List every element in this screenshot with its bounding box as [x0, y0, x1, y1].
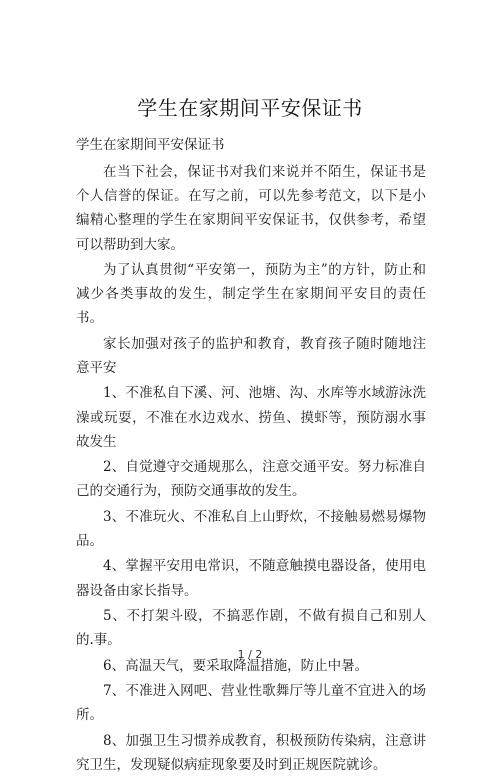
document-title: 学生在家期间平安保证书	[137, 96, 363, 120]
paragraph-purpose: 为了认真贯彻“平安第一，预防为主”的方针，防止和减少各类事故的发生，制定学生在家期间平安目的责任书。	[76, 262, 426, 327]
page-number: 1 / 2	[237, 648, 263, 661]
paragraph-guardian: 家长加强对孩子的监护和教育，教育孩子随时随地注意平安	[76, 335, 426, 376]
paragraph-item-8: 8、加强卫生习惯养成教育，积极预防传染病，注意讲究卫生，发现疑似病症现象要及时到正规医院就诊。	[76, 732, 426, 773]
paragraph-intro: 在当下社会，保证书对我们来说并不陌生，保证书是个人信誉的保证。在写之前，可以先参考范文，以下是小编精心整理的学生在家期间平安保证书，仅供参考，希望可以帮助到大家。	[76, 164, 426, 253]
paragraph-item-3: 3、不准玩火、不准私自上山野炊，不接触易燃易爆物品。	[76, 508, 426, 549]
paragraph-item-1: 1、不准私自下溪、河、池塘、沟、水库等水域游泳洗澡或玩耍，不准在水边戏水、捞鱼、摸虾等，预防溺水事故发生	[76, 385, 426, 450]
paragraph-item-2: 2、自觉遵守交通规那么，注意交通平安。努力标准自己的交通行为，预防交通事故的发生。	[76, 459, 426, 500]
document-body	[76, 160, 426, 778]
document-subtitle: 学生在家期间平安保证书	[76, 137, 225, 153]
paragraph-item-4: 4、掌握平安用电常识，不随意触摸电器设备，使用电器设备由家长指导。	[76, 558, 426, 599]
paragraph-item-7: 7、不准进入网吧、营业性歌舞厅等儿童不宜进入的场所。	[76, 682, 426, 724]
paragraph-item-5: 5、不打架斗殴，不搞恶作剧，不做有损自己和别人的.事。	[76, 607, 426, 649]
paragraph-item-6: 6、高温天气，要采取降温措施，防止中暑。	[103, 657, 369, 674]
